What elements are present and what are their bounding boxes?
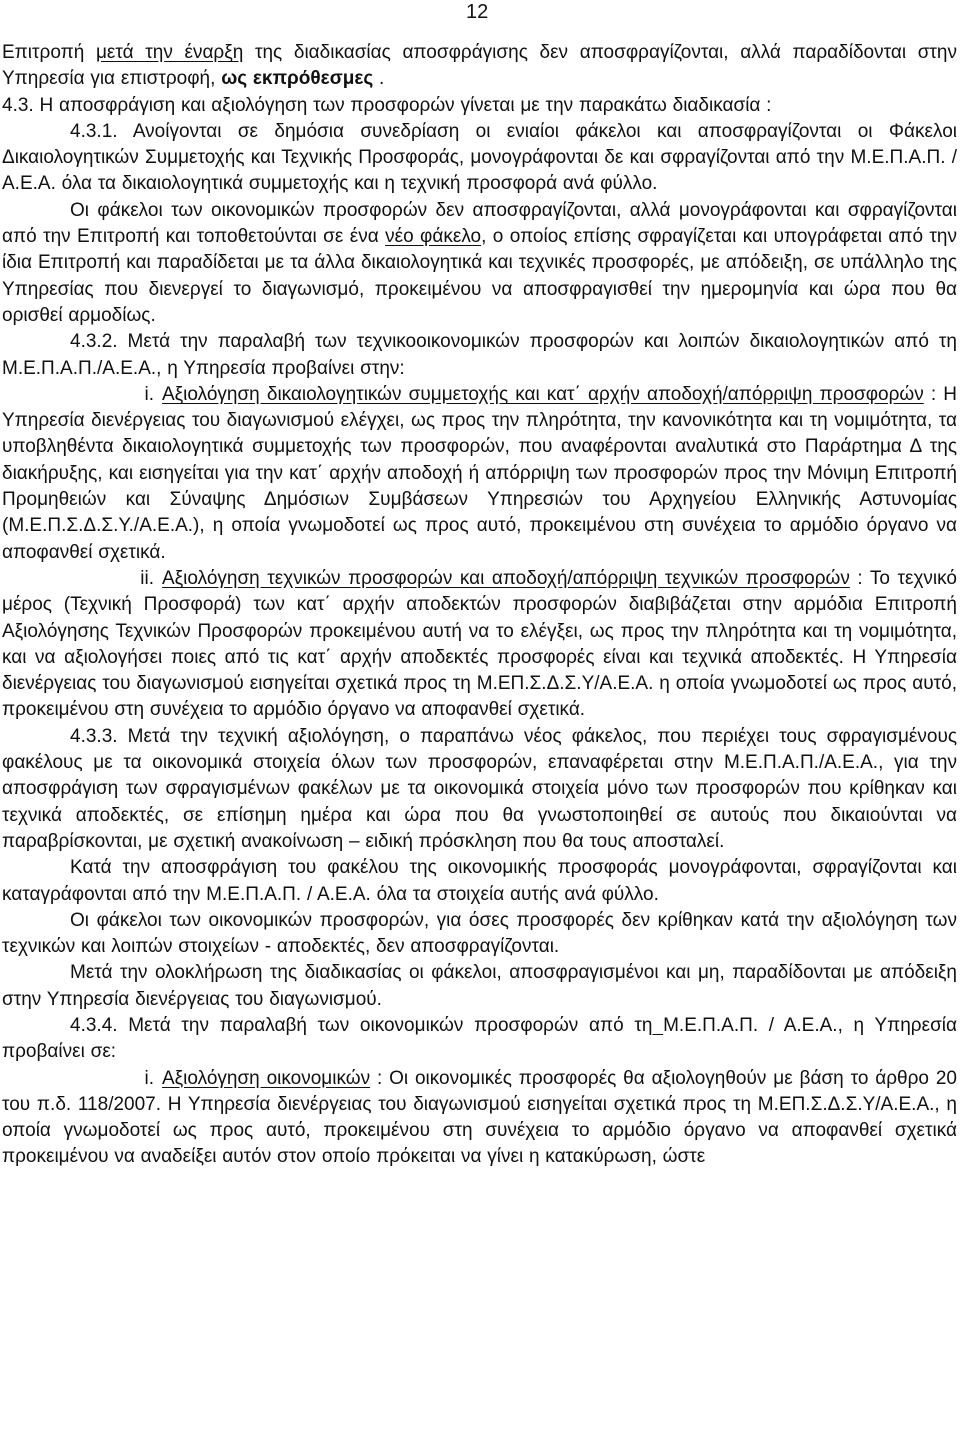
paragraph <box>2 198 957 329</box>
paragraph <box>2 382 957 566</box>
paragraph <box>2 724 957 855</box>
underlined-text: Αξιολόγηση δικαιολογητικών συμμετοχής και κατ΄ αρχήν αποδοχή/απόρριψη προσφορών <box>162 383 924 405</box>
underlined-text: μετά την έναρξη <box>95 42 244 63</box>
paragraph <box>2 566 957 724</box>
text-run: 4.3.2. Μετά την παραλαβή των τεχνικοοικονομικών προσφορών και λοιπών δικαιολογητικών από τη Μ.Ε.Π.Α.Π./Α.Ε.Α., η Υπηρεσία προβαίνει στην: <box>2 331 957 379</box>
text-run: της διαδικασίας αποσφράγισης δεν αποσφραγίζονται, αλλά παραδίδονται στην Υπηρεσία για επιστροφή, <box>2 42 958 90</box>
document-body <box>2 40 957 1171</box>
list-item-marker: ii. <box>140 567 154 589</box>
text-run: . <box>373 68 385 90</box>
text-run: Οι φάκελοι των οικονομικών προσφορών δεν αποσφραγίζονται, αλλά μονογράφονται και σφραγίζονται από την Επιτροπή και τοποθετούνται σε ένα <box>2 199 957 248</box>
paragraph <box>2 1013 957 1066</box>
paragraph <box>2 855 957 908</box>
text-run: : Οι οικονομικές προσφορές θα αξιολογηθούν με βάση το άρθρο 20 του π.δ. 118/2007. Η Υπηρεσία διενέργειας του διαγωνισμού εισηγείται σχετικά προς τη Μ.ΕΠ.Σ.Δ.Σ.Υ/Α.Ε.Α., η οποία γνωμοδοτεί ως προς αυτό, προκειμένου στη συνέχεια το αρμόδιο όργανο να αποφανθεί σχετικά προκειμένου να αναδείξει αυτόν στον οποίο πρόκειται να γίνει η κατακύρωση, ώστε <box>2 1067 957 1168</box>
text-run: : Το τεχνικό μέρος (Τεχνική Προσφορά) των κατ΄ αρχήν αποδεκτών προσφορών διαβιβάζεται στην αρμόδια Επιτροπή Αξιολόγησης Τεχνικών Προσφορών προκειμένου αυτή να το ελέγξει, ως προς την πληρότητα και τη νομιμότητα, και να αξιολογήσει ποιες από τις κατ΄ αρχήν αποδεκτές προσφορές είναι και τεχνικά αποδεκτές. Η Υπηρεσία διενέργειας του διαγωνισμού εισηγείται σχετικά προς τη Μ.ΕΠ.Σ.Δ.Σ.Υ/Α.Ε.Α. η οποία γνωμοδοτεί ως προς αυτό, προκειμένου στη συνέχεια το αρμόδιο όργανο να αποφανθεί σχετικά. <box>2 567 957 721</box>
list-item-marker: i. <box>144 1067 154 1089</box>
paragraph <box>2 908 957 961</box>
text-run: 4.3.3. Μετά την τεχνική αξιολόγηση, ο παραπάνω νέος φάκελος, που περιέχει τους σφραγισμένους φακέλους με τα οικονομικά στοιχεία όλων των προσφορών, επαναφέρεται στην Μ.Ε.Π.Α.Π./Α.Ε.Α., για την αποσφράγιση των σφραγισμένων φακέλων με τα οικονομικά στοιχεία μόνο των προσφορών που κρίθηκαν και τεχνικά αποδεκτές, σε επίσημη ημέρα και ώρα που θα γνωστοποιηθεί σε αυτούς που δικαιούνται να παραβρίσκονται, με σχετική ανακοίνωση – ειδική πρόσκληση που θα τους αποσταλεί. <box>2 725 957 852</box>
list-item-marker: i. <box>144 383 154 405</box>
paragraph <box>2 960 957 1013</box>
underlined-text: νέο φάκελο <box>385 226 482 248</box>
text-run: Επιτροπή <box>2 42 96 63</box>
text-run: Μετά την ολοκλήρωση της διαδικασίας οι φάκελοι, αποσφραγισμένοι και μη, παραδίδονται με απόδειξη στην Υπηρεσία διενέργειας του διαγωνισμού. <box>2 962 957 1010</box>
paragraph <box>2 329 957 382</box>
underlined-text: Αξιολόγηση οικονομικών <box>162 1067 371 1089</box>
paragraph <box>2 93 957 119</box>
underlined-text: Αξιολόγηση τεχνικών προσφορών και αποδοχή/απόρριψη τεχνικών προσφορών <box>162 567 850 589</box>
paragraph <box>2 40 957 93</box>
underlined-text <box>652 1015 663 1036</box>
page-number: 12 <box>466 1 489 23</box>
paragraph <box>2 119 957 198</box>
text-run: Οι φάκελοι των οικονομικών προσφορών, για όσες προσφορές δεν κρίθηκαν κατά την αξιολόγηση των τεχνικών και λοιπών στοιχείων - αποδεκτές, δεν αποσφραγίζονται. <box>2 909 957 958</box>
text-run: Κατά την αποσφράγιση του φακέλου της οικονομικής προσφοράς μονογράφονται, σφραγίζονται και καταγράφονται από την Μ.Ε.Π.Α.Π. / Α.Ε.Α. όλα τα στοιχεία αυτής ανά φύλλο. <box>2 857 957 905</box>
text-run: 4.3.4. Μετά την παραλαβή των οικονομικών προσφορών από τη <box>70 1014 653 1036</box>
text-run: 4.3.1. Ανοίγονται σε δημόσια συνεδρίαση οι ενιαίοι φάκελοι και αποσφραγίζονται οι Φάκελοι Δικαιολογητικών Συμμετοχής και Τεχνικής Προσφοράς, μονογράφονται δε και σφραγίζονται από την Μ.Ε.Π.Α.Π. / Α.Ε.Α. όλα τα δικαιολογητικά συμμετοχής και η τεχνική προσφορά ανά φύλλο. <box>2 120 957 195</box>
text-run: Μ.Ε.Π.Α.Π. / Α.Ε.Α., η Υπηρεσία προβαίνει σε: <box>2 1014 958 1063</box>
paragraph <box>2 1066 957 1171</box>
text-run: , ο οποίος επίσης σφραγίζεται και υπογράφεται από την ίδια Επιτροπή και παραδίδεται με τα άλλα δικαιολογητικά και τεχνικές προσφορές, με απόδειξη, σε υπάλληλο της Υπηρεσίας που διενεργεί το διαγωνισμό, προκειμένου να αποσφραγισθεί την ημερομηνία και ώρα που θα ορισθεί αρμοδίως. <box>2 226 957 326</box>
text-run: : Η Υπηρεσία διενέργειας του διαγωνισμού ελέγχει, ως προς την πληρότητα, την κανονικότητα και τη νομιμότητα, τα υποβληθέντα δικαιολογητικά συμμετοχής των προσφορών, που αναφέρονται αναλυτικά στο Παράρτημα Δ της διακήρυξης, και εισηγείται για την κατ΄ αρχήν αποδοχή ή απόρριψη των προσφορών προς την Μόνιμη Επιτροπή Προμηθειών και Σύναψης Δημόσιων Συμβάσεων Υπηρεσιών του Αρχηγείου Ελληνικής Αστυνομίας (Μ.Ε.Π.Σ.Δ.Σ.Υ./Α.Ε.Α.), η οποία γνωμοδοτεί ως προς αυτό, προκειμένου στη συνέχεια το αρμόδιο όργανο να αποφανθεί σχετικά. <box>2 383 957 563</box>
bold-text: ως εκπρόθεσμες <box>221 68 374 90</box>
text-run: 4.3. Η αποσφράγιση και αξιολόγηση των προσφορών γίνεται με την παρακάτω διαδικασία : <box>2 94 772 116</box>
